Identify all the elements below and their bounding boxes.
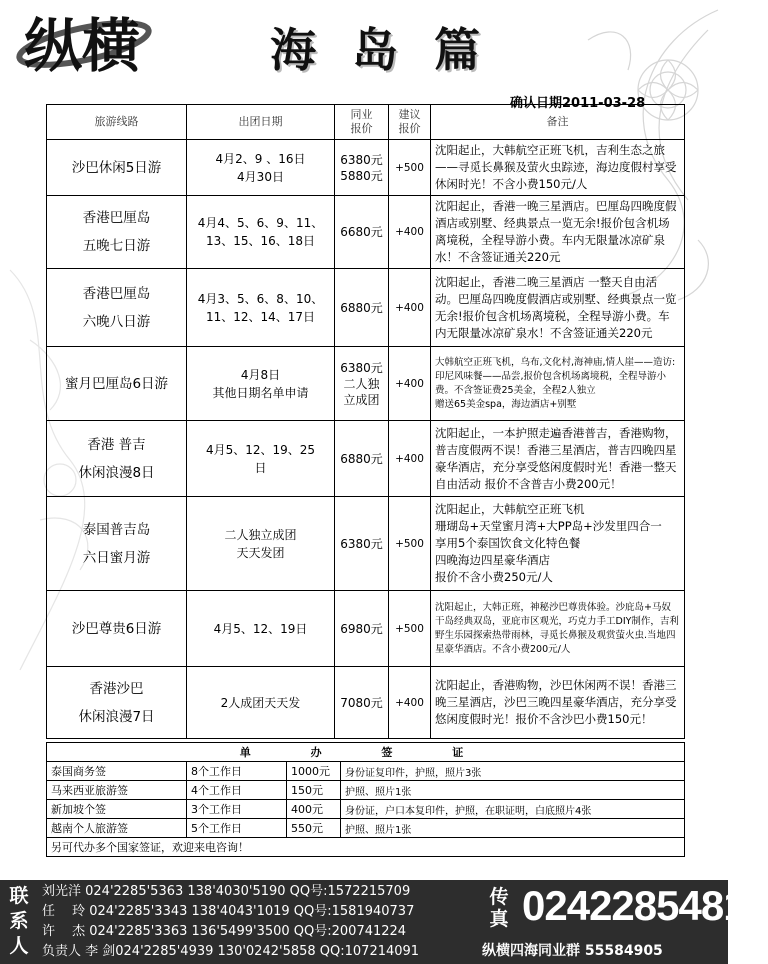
visa-footnote: 另可代办多个国家签证，欢迎来电咨询！ xyxy=(47,838,685,857)
route-note: 沈阳起止，大韩正班，神秘沙巴尊贵体验。沙庇岛+马奴干岛经典双岛，亚庇市区观光，巧克力手工DIY制作，吉利野生乐园探索热带雨林，寻觅长鼻猴及观赏萤火虫.当地四星豪华酒店。不含小费200元/人 xyxy=(431,591,685,667)
visa-name: 泰国商务签 xyxy=(47,762,187,781)
visa-header-row xyxy=(47,743,685,762)
visa-title: 单 办 签 证 xyxy=(47,743,685,762)
qq-group: 纵横四海同业群 55584905 xyxy=(482,943,663,959)
route-note: 大韩航空正班飞机，乌布,文化村,海神庙,情人崖——造访:印尼风味餐——品尝,报价包含机场离境税，全程导游小费。不含签证费25美金，全程2人独立 赠送65美金spa，海边酒店+别墅 xyxy=(431,347,685,421)
route-note: 沈阳起止，香港购物，沙巴休闲两不误！香港三晚三星酒店，沙巴三晚四星豪华酒店，充分享受悠闲度假时光！报价不含沙巴小费150元！ xyxy=(431,667,685,739)
visa-requirements: 护照、照片1张 xyxy=(341,819,685,838)
visa-requirements: 身份证复印件，护照，照片3张 xyxy=(341,762,685,781)
contact-label: 联 系 人 xyxy=(9,885,29,957)
visa-requirements: 身份证，户口本复印件，护照，在职证明，白底照片4张 xyxy=(341,800,685,819)
fax-label: 传 真 xyxy=(489,886,509,930)
route-note: 沈阳起止，大韩航空正班飞机，吉利生态之旅——寻觅长鼻猴及萤火虫踪迹，海边度假村享受休闲时光！不含小费150元/人 xyxy=(431,140,685,196)
route-name: 沙巴休闲5日游 xyxy=(47,140,187,196)
fax-number: 02422854810 xyxy=(522,882,768,929)
table-row xyxy=(47,196,685,269)
suggested-markup: +400 xyxy=(389,196,431,269)
contact-footer xyxy=(0,880,768,964)
visa-row xyxy=(47,800,685,819)
peer-price: 6380元 5880元 xyxy=(335,140,389,196)
visa-footnote-row xyxy=(47,838,685,857)
table-row xyxy=(47,591,685,667)
logo-text: 纵横 xyxy=(24,12,141,80)
suggested-markup: +500 xyxy=(389,497,431,591)
suggested-markup: +400 xyxy=(389,421,431,497)
route-note: 沈阳起止，大韩航空正班飞机 珊瑚岛+天堂蜜月湾+大PP岛+沙发里四合一 享用5个泰国饮食文化特色餐 四晚海边四星豪华酒店 报价不含小费250元/人 xyxy=(431,497,685,591)
visa-price: 400元 xyxy=(287,800,341,819)
visa-name: 马来西亚旅游签 xyxy=(47,781,187,800)
brand-logo xyxy=(14,6,244,78)
departure-dates: 4月8日 其他日期名单申请 xyxy=(187,347,335,421)
contact-line: 任 玲 024'2285'3343 138'4043'1019 QQ号:1581940737 xyxy=(42,904,415,919)
page-title: 海 岛 篇 xyxy=(270,23,491,77)
departure-dates: 2人成团天天发 xyxy=(187,667,335,739)
peer-price: 6380元 xyxy=(335,497,389,591)
suggested-markup: +400 xyxy=(389,347,431,421)
visa-price: 550元 xyxy=(287,819,341,838)
visa-name: 新加坡个签 xyxy=(47,800,187,819)
departure-dates: 二人独立成团 天天发团 xyxy=(187,497,335,591)
peer-price: 7080元 xyxy=(335,667,389,739)
visa-row xyxy=(47,781,685,800)
header-dates: 出团日期 xyxy=(187,105,335,140)
header-route: 旅游线路 xyxy=(47,105,187,140)
visa-row xyxy=(47,819,685,838)
visa-price: 1000元 xyxy=(287,762,341,781)
visa-days: 5个工作日 xyxy=(187,819,287,838)
departure-dates: 4月5、12、19日 xyxy=(187,591,335,667)
confirm-date: 确认日期2011-03-28 xyxy=(510,96,646,111)
visa-requirements: 护照、照片1张 xyxy=(341,781,685,800)
table-row xyxy=(47,497,685,591)
table-row xyxy=(47,667,685,739)
contact-line: 负责人 李 剑024'2285'4939 130'0242'5858 QQ:107214091 xyxy=(42,944,420,959)
route-table xyxy=(46,104,685,739)
header-suggested-price: 建议 报价 xyxy=(389,105,431,140)
peer-price: 6380元 二人独 立成团 xyxy=(335,347,389,421)
departure-dates: 4月4、5、6、9、11、 13、15、16、18日 xyxy=(187,196,335,269)
route-name: 香港 普吉 休闲浪漫8日 xyxy=(47,421,187,497)
contact-line: 许 杰 024'2285'3363 136'5499'3500 QQ号:200741224 xyxy=(42,924,407,939)
suggested-markup: +500 xyxy=(389,140,431,196)
route-name: 香港沙巴 休闲浪漫7日 xyxy=(47,667,187,739)
contact-list xyxy=(42,882,419,962)
suggested-markup: +400 xyxy=(389,667,431,739)
contact-line: 刘光洋 024'2285'5363 138'4030'5190 QQ号:1572215709 xyxy=(42,884,411,899)
route-name: 香港巴厘岛 五晚七日游 xyxy=(47,196,187,269)
visa-days: 4个工作日 xyxy=(187,781,287,800)
table-header-row xyxy=(47,105,685,140)
route-note: 沈阳起止，一本护照走遍香港普吉，香港购物，普吉度假两不误！香港三星酒店，普吉四晚四星豪华酒店，充分享受悠闲度假时光！香港一整天自由活动 报价不含普吉小费200元！ xyxy=(431,421,685,497)
visa-table xyxy=(46,742,685,857)
visa-price: 150元 xyxy=(287,781,341,800)
table-row xyxy=(47,421,685,497)
route-name: 蜜月巴厘岛6日游 xyxy=(47,347,187,421)
departure-dates: 4月2、9 、16日 4月30日 xyxy=(187,140,335,196)
route-name: 泰国普吉岛 六日蜜月游 xyxy=(47,497,187,591)
header-peer-price: 同业 报价 xyxy=(335,105,389,140)
table-row xyxy=(47,347,685,421)
route-note: 沈阳起止，香港二晚三星酒店 一整天自由活动。巴厘岛四晚度假酒店或别墅、经典景点一览无余!报价包含机场离境税，全程导游小费。车内无限量冰凉矿泉水！不含签证通关220元 xyxy=(431,269,685,347)
peer-price: 6980元 xyxy=(335,591,389,667)
visa-days: 8个工作日 xyxy=(187,762,287,781)
suggested-markup: +500 xyxy=(389,591,431,667)
peer-price: 6880元 xyxy=(335,269,389,347)
table-row xyxy=(47,140,685,196)
departure-dates: 4月5、12、19、25 日 xyxy=(187,421,335,497)
visa-name: 越南个人旅游签 xyxy=(47,819,187,838)
departure-dates: 4月3、5、6、8、10、 11、12、14、17日 xyxy=(187,269,335,347)
peer-price: 6880元 xyxy=(335,421,389,497)
route-note: 沈阳起止，香港一晚三星酒店。巴厘岛四晚度假酒店或别墅、经典景点一览无余!报价包含机场离境税，全程导游小费。车内无限量冰凉矿泉水！不含签证通关220元 xyxy=(431,196,685,269)
route-name: 沙巴尊贵6日游 xyxy=(47,591,187,667)
visa-days: 3个工作日 xyxy=(187,800,287,819)
header-notes: 备注 xyxy=(431,105,685,140)
suggested-markup: +400 xyxy=(389,269,431,347)
visa-row xyxy=(47,762,685,781)
peer-price: 6680元 xyxy=(335,196,389,269)
table-row xyxy=(47,269,685,347)
route-name: 香港巴厘岛 六晚八日游 xyxy=(47,269,187,347)
